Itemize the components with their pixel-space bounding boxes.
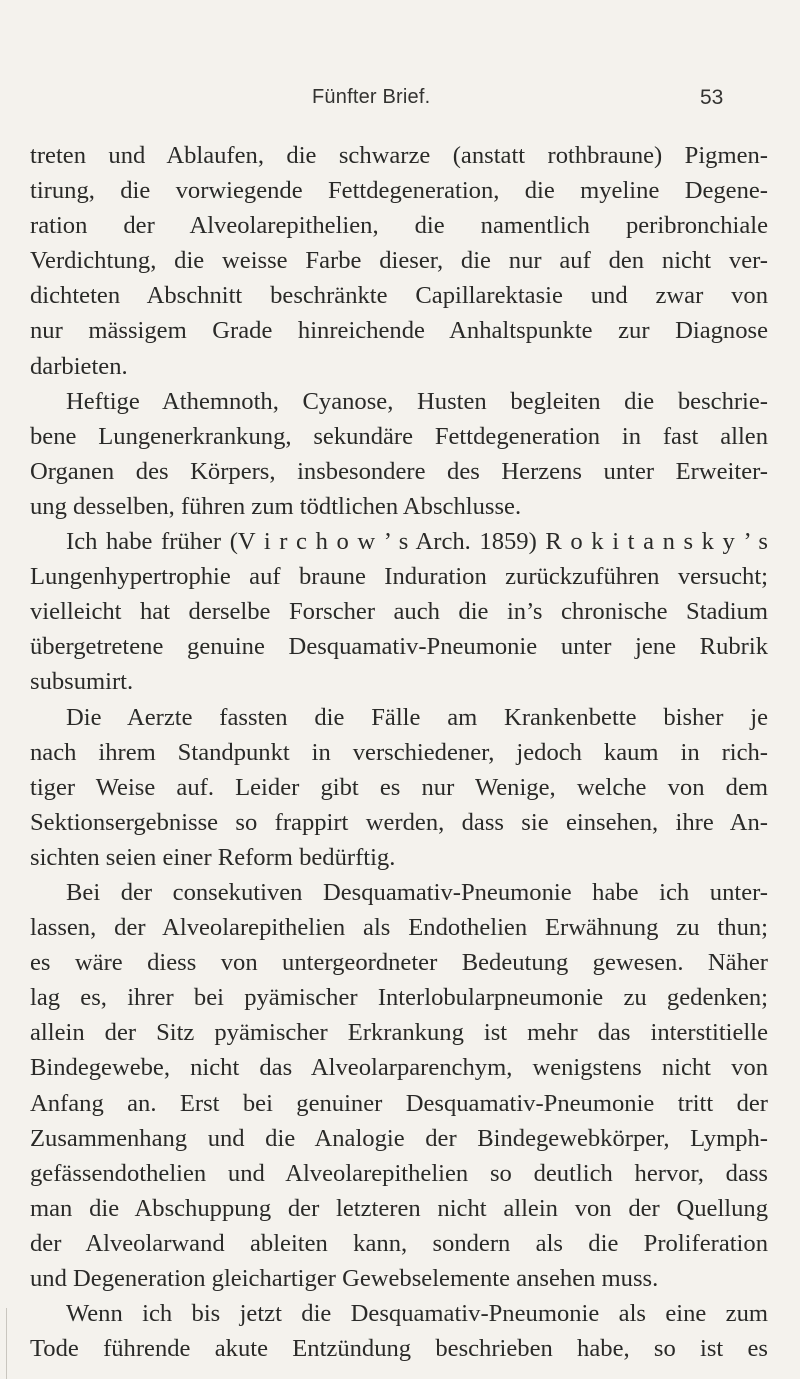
- paragraph-end-line: ung desselben, führen zum tödtlichen Abschlusse.: [30, 492, 522, 520]
- text-line: lag es, ihrer bei pyämischer Interlobularpneumonie zu gedenken;: [30, 984, 768, 1012]
- text-line: tiger Weise auf. Leider gibt es nur Wenige, welche von dem: [30, 773, 768, 801]
- paragraph-end-line: und Degeneration gleichartiger Gewebselemente ansehen muss.: [30, 1265, 659, 1292]
- text-line: tirung, die vorwiegende Fettdegeneration, die myeline Degene-: [30, 177, 768, 205]
- paragraph-start-line: Ich habe früher (V i r c h o w ’ s Arch. 1859) R o k i t a n s k y ’ s: [66, 528, 768, 556]
- paragraph-start-line: Bei der consekutiven Desquamativ-Pneumonie habe ich unter-: [66, 878, 768, 906]
- paragraph-end-line: sichten seien einer Reform bedürftig.: [30, 843, 396, 871]
- text-line: vielleicht hat derselbe Forscher auch die in’s chronische Stadium: [30, 598, 768, 626]
- paragraph-start-line: Wenn ich bis jetzt die Desquamativ-Pneumonie als eine zum: [66, 1300, 768, 1328]
- text-line: nur mässigem Grade hinreichende Anhaltspunkte zur Diagnose: [30, 317, 768, 345]
- running-header: [0, 86, 800, 116]
- text-line: Lungenhypertrophie auf braune Induration zurückzuführen versucht;: [30, 563, 768, 591]
- text-line: Sektionsergebnisse so frappirt werden, dass sie einsehen, ihre An-: [30, 808, 768, 836]
- page-edge-shadow: [6, 1308, 7, 1379]
- text-line: allein der Sitz pyämischer Erkrankung ist mehr das interstitielle: [30, 1019, 768, 1047]
- body-text: [30, 138, 768, 1366]
- text-line: Tode führende akute Entzündung beschrieben habe, so ist es: [30, 1335, 768, 1363]
- text-line: übergetretene genuine Desquamativ-Pneumonie unter jene Rubrik: [30, 633, 768, 661]
- paragraph-start-line: Die Aerzte fassten die Fälle am Krankenbette bisher je: [66, 703, 768, 731]
- text-line: nach ihrem Standpunkt in verschiedener, jedoch kaum in rich-: [30, 738, 768, 766]
- text-line: man die Abschuppung der letzteren nicht allein von der Quellung: [30, 1194, 768, 1222]
- text-line: treten und Ablaufen, die schwarze (anstatt rothbraune) Pigmen-: [30, 142, 768, 169]
- text-line: gefässendothelien und Alveolarepithelien so deutlich hervor, dass: [30, 1159, 768, 1187]
- text-line: Verdichtung, die weisse Farbe dieser, die nur auf den nicht ver-: [30, 247, 768, 275]
- chapter-title: Fünfter Brief.: [312, 86, 431, 108]
- paragraph-start-line: Heftige Athemnoth, Cyanose, Husten begleiten die beschrie-: [66, 387, 768, 415]
- text-line: lassen, der Alveolarepithelien als Endothelien Erwähnung zu thun;: [30, 914, 768, 942]
- page-number: 53: [700, 86, 724, 109]
- text-line: es wäre diess von untergeordneter Bedeutung gewesen. Näher: [30, 949, 768, 977]
- text-line: Bindegewebe, nicht das Alveolarparenchym, wenigstens nicht von: [30, 1054, 768, 1082]
- text-line: Zusammenhang und die Analogie der Bindegewebkörper, Lymph-: [30, 1124, 768, 1152]
- text-line: der Alveolarwand ableiten kann, sondern als die Proliferation: [30, 1229, 768, 1257]
- text-line: bene Lungenerkrankung, sekundäre Fettdegeneration in fast allen: [30, 422, 768, 450]
- paragraph-end-line: darbieten.: [30, 352, 128, 380]
- paragraph-end-line: subsumirt.: [30, 668, 134, 696]
- text-line: Organen des Körpers, insbesondere des Herzens unter Erweiter-: [30, 457, 768, 485]
- text-line: dichteten Abschnitt beschränkte Capillarektasie und zwar von: [30, 282, 768, 310]
- text-line: Anfang an. Erst bei genuiner Desquamativ-Pneumonie tritt der: [30, 1089, 768, 1117]
- text-line: ration der Alveolarepithelien, die namentlich peribronchiale: [30, 212, 768, 240]
